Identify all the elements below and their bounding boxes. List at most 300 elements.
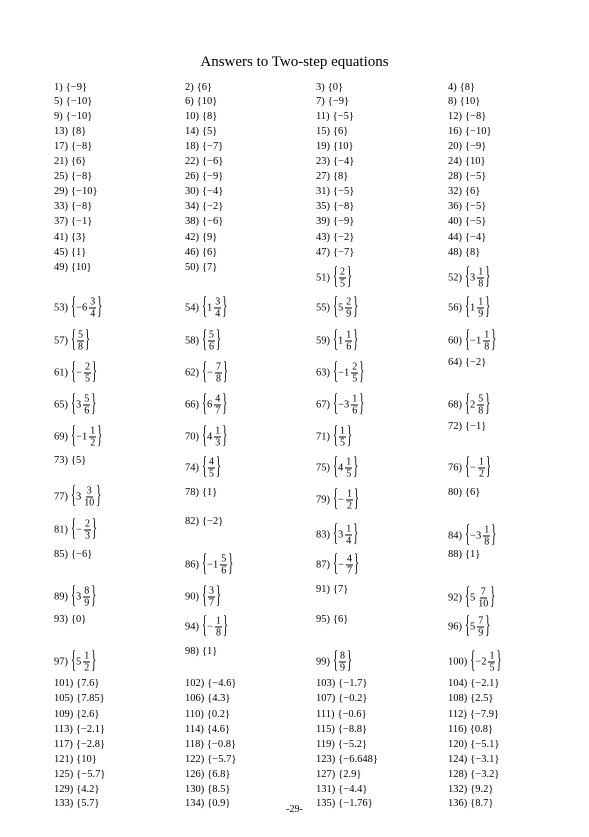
left-brace: { — [337, 739, 343, 750]
answer-item — [316, 141, 354, 153]
answer-value: −5 — [470, 201, 482, 212]
answer-value — [470, 525, 491, 548]
answer-number: 129) — [54, 784, 74, 795]
answer-number: 26) — [185, 171, 199, 182]
answer-value — [76, 486, 96, 509]
answer-item — [185, 709, 230, 721]
whole-part: − — [338, 559, 344, 570]
right-brace: } — [216, 582, 222, 609]
answer-number: 68) — [448, 399, 462, 410]
right-brace: } — [91, 754, 97, 765]
answer-number: 61) — [54, 367, 68, 378]
answer-value — [76, 394, 91, 417]
answer-number: 70) — [185, 431, 199, 442]
right-brace: } — [347, 263, 353, 290]
answer-value: −7 — [338, 247, 350, 258]
right-brace: } — [222, 293, 228, 320]
left-brace: { — [71, 232, 77, 243]
solution-set — [71, 232, 86, 244]
answer-value: 8 — [470, 247, 476, 258]
fraction — [339, 267, 346, 290]
answer-value: 2.9 — [343, 769, 357, 780]
left-brace: { — [196, 82, 202, 93]
left-brace: { — [465, 111, 471, 122]
fraction — [351, 362, 358, 385]
whole-part: 5 — [338, 302, 344, 313]
left-brace: { — [202, 646, 208, 657]
answer-number: 90) — [185, 591, 199, 602]
right-brace: } — [481, 421, 487, 432]
denominator: 4 — [215, 308, 221, 320]
answer-value: −4 — [207, 186, 219, 197]
solution-set — [202, 111, 217, 123]
left-brace: { — [465, 171, 471, 182]
left-brace: { — [333, 422, 339, 449]
answer-item — [185, 247, 217, 259]
answer-value: −2.1 — [475, 678, 495, 689]
left-brace: { — [71, 201, 77, 212]
right-brace: } — [231, 754, 237, 765]
page-title: Answers to Two-step equations — [200, 54, 389, 70]
solution-set — [470, 754, 499, 766]
whole-part: 2 — [470, 399, 476, 410]
whole-part: 3 — [470, 272, 476, 283]
answer-value: 10 — [338, 141, 349, 152]
answer-item — [316, 422, 353, 449]
answer-value: −9 — [338, 216, 350, 227]
answer-value: −5 — [470, 171, 482, 182]
answer-item — [448, 769, 499, 781]
numerator: 3 — [86, 485, 92, 497]
solution-set — [465, 453, 492, 480]
left-brace: { — [465, 453, 471, 480]
answer-number: 134) — [185, 798, 205, 809]
solution-set — [470, 784, 493, 796]
answer-value — [76, 330, 85, 353]
solution-set — [460, 82, 475, 94]
answer-item — [54, 111, 92, 123]
answer-item — [185, 516, 223, 528]
left-brace: { — [465, 232, 471, 243]
denominator: 2 — [346, 500, 352, 512]
answer-number: 101) — [54, 678, 74, 689]
answer-value: 1 — [470, 549, 476, 560]
fraction — [345, 457, 352, 480]
denominator: 5 — [340, 278, 346, 290]
left-brace: { — [327, 82, 333, 93]
left-brace: { — [71, 141, 77, 152]
answer-item — [448, 487, 480, 499]
answer-item — [54, 293, 103, 320]
left-brace: { — [470, 798, 476, 809]
answer-value: 0 — [332, 82, 339, 93]
numerator: 1 — [215, 615, 221, 627]
solution-set — [465, 612, 491, 639]
right-brace: } — [372, 754, 378, 765]
solution-set — [465, 357, 486, 369]
left-brace: { — [470, 739, 476, 750]
answer-item — [316, 520, 359, 547]
answer-value: −10 — [76, 186, 93, 197]
numerator: 1 — [346, 523, 352, 535]
right-brace: } — [87, 171, 93, 182]
left-brace: { — [465, 263, 471, 290]
answer-value: −6 — [76, 549, 88, 560]
denominator: 5 — [84, 373, 90, 385]
answer-value: −0.8 — [211, 739, 231, 750]
solution-set — [71, 422, 103, 449]
answer-item — [316, 293, 359, 320]
answer-item — [316, 693, 367, 705]
right-brace: } — [494, 739, 500, 750]
answer-value — [338, 394, 359, 417]
numerator: 4 — [209, 456, 215, 468]
solution-set — [76, 754, 97, 766]
left-brace: { — [459, 82, 465, 93]
answer-item — [448, 709, 499, 721]
answer-value — [207, 554, 228, 577]
solution-set — [333, 232, 354, 244]
left-brace: { — [333, 520, 339, 547]
answer-value: −8 — [76, 171, 88, 182]
answer-number: 7) — [316, 96, 325, 107]
fraction — [84, 362, 91, 385]
answer-value: −2 — [207, 201, 219, 212]
denominator: 5 — [346, 468, 352, 480]
numerator: 4 — [215, 393, 221, 405]
answer-item — [54, 186, 98, 198]
answer-value — [76, 362, 92, 385]
answer-number: 63) — [316, 367, 330, 378]
right-brace: } — [488, 693, 494, 704]
left-brace: { — [202, 171, 208, 182]
answer-value — [338, 267, 347, 290]
answer-value: −6.648 — [343, 754, 373, 765]
answer-number: 82) — [185, 516, 199, 527]
answer-value — [207, 426, 222, 449]
answer-number: 127) — [316, 769, 336, 780]
answer-item — [185, 453, 222, 480]
numerator: 8 — [340, 650, 346, 662]
answer-number: 125) — [54, 769, 74, 780]
right-brace: } — [91, 647, 97, 674]
right-brace: } — [475, 186, 481, 197]
solution-set — [333, 614, 348, 626]
answer-number: 42) — [185, 232, 199, 243]
answer-number: 118) — [185, 739, 204, 750]
right-brace: } — [231, 678, 237, 689]
solution-set — [338, 693, 367, 705]
denominator: 4 — [90, 308, 96, 320]
solution-set — [71, 482, 102, 509]
answer-item — [54, 96, 92, 108]
solution-set — [465, 247, 480, 259]
answer-value — [207, 297, 222, 320]
answer-item — [54, 141, 92, 153]
answer-value: 7.85 — [81, 693, 100, 704]
denominator: 5 — [489, 662, 495, 674]
answer-number: 113) — [54, 724, 73, 735]
answer-item — [448, 453, 492, 480]
answer-number: 2) — [185, 82, 194, 93]
right-brace: } — [481, 111, 487, 122]
answer-item — [185, 422, 228, 449]
answer-number: 4) — [448, 82, 457, 93]
answer-item — [185, 612, 229, 639]
solution-set — [207, 739, 236, 751]
whole-part: 3 — [338, 529, 344, 540]
numerator: 1 — [489, 650, 495, 662]
denominator: 8 — [215, 627, 221, 639]
whole-part: 6 — [207, 399, 213, 410]
solution-set — [202, 646, 217, 658]
right-brace: } — [348, 141, 354, 152]
numerator: 2 — [340, 266, 346, 278]
answer-value: 8.7 — [475, 798, 489, 809]
answer-item — [54, 326, 91, 353]
fraction — [488, 651, 495, 674]
answer-item — [54, 582, 97, 609]
solution-set — [76, 769, 105, 781]
answer-number: 18) — [185, 141, 199, 152]
answer-value: 0.2 — [211, 709, 226, 720]
answer-item — [185, 550, 234, 577]
right-brace: } — [96, 482, 102, 509]
solution-set — [202, 422, 228, 449]
answer-item — [316, 263, 353, 290]
left-brace: { — [333, 201, 339, 212]
whole-part: −6 — [76, 302, 88, 313]
answer-number: 38) — [185, 216, 199, 227]
answer-value: −6 — [207, 156, 219, 167]
answer-item — [448, 784, 493, 796]
left-brace: { — [333, 247, 339, 258]
denominator: 5 — [209, 468, 215, 480]
answer-value: −8 — [338, 201, 350, 212]
left-brace: { — [333, 584, 339, 595]
answer-value: 8.5 — [212, 784, 226, 795]
solution-set — [465, 126, 492, 138]
answer-item — [448, 232, 486, 244]
answer-value: −10 — [70, 96, 88, 107]
answer-item — [316, 709, 367, 721]
answer-item — [54, 171, 92, 183]
left-brace: { — [465, 357, 471, 368]
answer-number: 27) — [316, 171, 330, 182]
right-brace: } — [343, 171, 349, 182]
solution-set — [71, 201, 92, 213]
answer-item — [185, 678, 236, 690]
answer-value: 5.7 — [81, 798, 95, 809]
answer-value: 10 — [76, 262, 87, 273]
whole-part: − — [76, 524, 82, 535]
answer-item — [316, 485, 360, 512]
left-brace: { — [202, 156, 208, 167]
answer-item — [316, 724, 367, 736]
right-brace: } — [91, 358, 98, 385]
answer-value: 2.6 — [81, 709, 95, 720]
left-brace: { — [71, 126, 77, 137]
right-brace: } — [361, 739, 367, 750]
answer-value: 10 — [470, 156, 481, 167]
whole-part: 1 — [338, 335, 344, 346]
left-brace: { — [333, 171, 339, 182]
left-brace: { — [65, 111, 71, 122]
denominator: 8 — [478, 405, 484, 417]
right-brace: } — [485, 293, 491, 320]
answer-item — [316, 739, 367, 751]
answer-number: 74) — [185, 462, 199, 473]
solution-set — [333, 216, 354, 228]
answer-item — [185, 171, 223, 183]
right-brace: } — [362, 678, 368, 689]
answer-number: 95) — [316, 614, 330, 625]
left-brace: { — [470, 784, 476, 795]
answer-number: 37) — [54, 216, 68, 227]
solution-set — [202, 126, 217, 138]
answer-value: −5 — [470, 216, 482, 227]
answer-number: 34) — [185, 201, 199, 212]
solution-set — [71, 171, 92, 183]
fraction — [220, 554, 227, 577]
answer-value: 6 — [338, 126, 344, 137]
answer-number: 116) — [448, 724, 467, 735]
left-brace: { — [71, 582, 77, 609]
answer-item — [448, 521, 497, 548]
solution-set — [470, 678, 499, 690]
answer-number: 35) — [316, 201, 330, 212]
right-brace: } — [94, 784, 100, 795]
whole-part: − — [470, 462, 476, 473]
solution-set — [202, 141, 223, 153]
left-brace: { — [65, 82, 71, 93]
answer-item — [54, 769, 105, 781]
answer-number: 122) — [185, 754, 205, 765]
right-brace: } — [367, 798, 373, 809]
solution-set — [470, 693, 493, 705]
right-brace: } — [212, 232, 218, 243]
whole-part: 3 — [76, 399, 82, 410]
whole-part: 4 — [207, 431, 213, 442]
solution-set — [333, 186, 354, 198]
denominator: 7 — [215, 405, 221, 417]
right-brace: } — [94, 798, 100, 809]
right-brace: } — [218, 216, 224, 227]
left-brace: { — [76, 798, 82, 809]
solution-set — [333, 453, 359, 480]
denominator: 9 — [478, 627, 484, 639]
right-brace: } — [218, 201, 224, 212]
answer-value: 3 — [76, 232, 82, 243]
answer-value: 2.5 — [475, 693, 489, 704]
solution-set — [71, 515, 98, 542]
whole-part: 5 — [76, 656, 82, 667]
right-brace: } — [225, 798, 231, 809]
answer-number: 109) — [54, 709, 74, 720]
right-brace: } — [475, 96, 481, 107]
right-brace: } — [225, 784, 231, 795]
right-brace: } — [481, 141, 487, 152]
denominator: 9 — [84, 597, 90, 609]
solution-set — [333, 111, 354, 123]
solution-set — [470, 647, 502, 674]
whole-part: −3 — [470, 530, 482, 541]
answer-number: 99) — [316, 656, 330, 667]
numerator: 1 — [90, 425, 96, 437]
right-brace: } — [94, 709, 100, 720]
whole-part: 1 — [207, 302, 213, 313]
left-brace: { — [206, 739, 212, 750]
answer-item — [316, 171, 348, 183]
fraction — [84, 519, 91, 542]
right-brace: } — [212, 111, 218, 122]
answer-number: 130) — [185, 784, 205, 795]
fraction — [477, 267, 484, 290]
left-brace: { — [470, 678, 476, 689]
answer-item — [448, 171, 486, 183]
right-brace: } — [87, 216, 93, 227]
right-brace: } — [475, 247, 481, 258]
left-brace: { — [338, 678, 344, 689]
answer-item — [185, 784, 230, 796]
left-brace: { — [71, 156, 77, 167]
solution-set — [202, 247, 217, 259]
answer-number: 9) — [54, 111, 63, 122]
right-brace: } — [91, 515, 98, 542]
left-brace: { — [71, 482, 77, 509]
answer-value: 8 — [207, 111, 213, 122]
solution-set — [333, 247, 354, 259]
right-brace: } — [349, 186, 355, 197]
solution-set — [202, 550, 234, 577]
right-brace: } — [359, 358, 365, 385]
denominator: 2 — [478, 468, 484, 480]
answer-item — [316, 584, 348, 596]
answer-item — [448, 421, 486, 433]
answer-value: −9 — [207, 171, 219, 182]
whole-part: − — [76, 367, 82, 378]
answer-item — [448, 724, 493, 736]
solution-set — [465, 293, 491, 320]
answer-item — [448, 293, 491, 320]
left-brace: { — [202, 247, 208, 258]
left-brace: { — [338, 798, 344, 809]
answer-item — [316, 247, 354, 259]
right-brace: } — [488, 798, 494, 809]
solution-set — [207, 754, 236, 766]
right-brace: } — [361, 724, 367, 735]
numerator: 1 — [478, 296, 484, 308]
answer-item — [54, 647, 97, 674]
answer-number: 81) — [54, 524, 68, 535]
fraction — [339, 651, 346, 674]
numerator: 1 — [478, 456, 484, 468]
right-brace: } — [230, 739, 236, 750]
answer-item — [316, 769, 361, 781]
answer-item — [185, 326, 222, 353]
answer-value — [470, 457, 486, 480]
fraction — [214, 297, 221, 320]
left-brace: { — [196, 96, 202, 107]
left-brace: { — [202, 516, 208, 527]
solution-set — [465, 421, 486, 433]
answer-number: 100) — [448, 656, 468, 667]
denominator: 6 — [84, 405, 90, 417]
solution-set — [202, 612, 229, 639]
solution-set — [71, 647, 97, 674]
fraction — [346, 554, 353, 577]
solution-set — [197, 96, 218, 108]
